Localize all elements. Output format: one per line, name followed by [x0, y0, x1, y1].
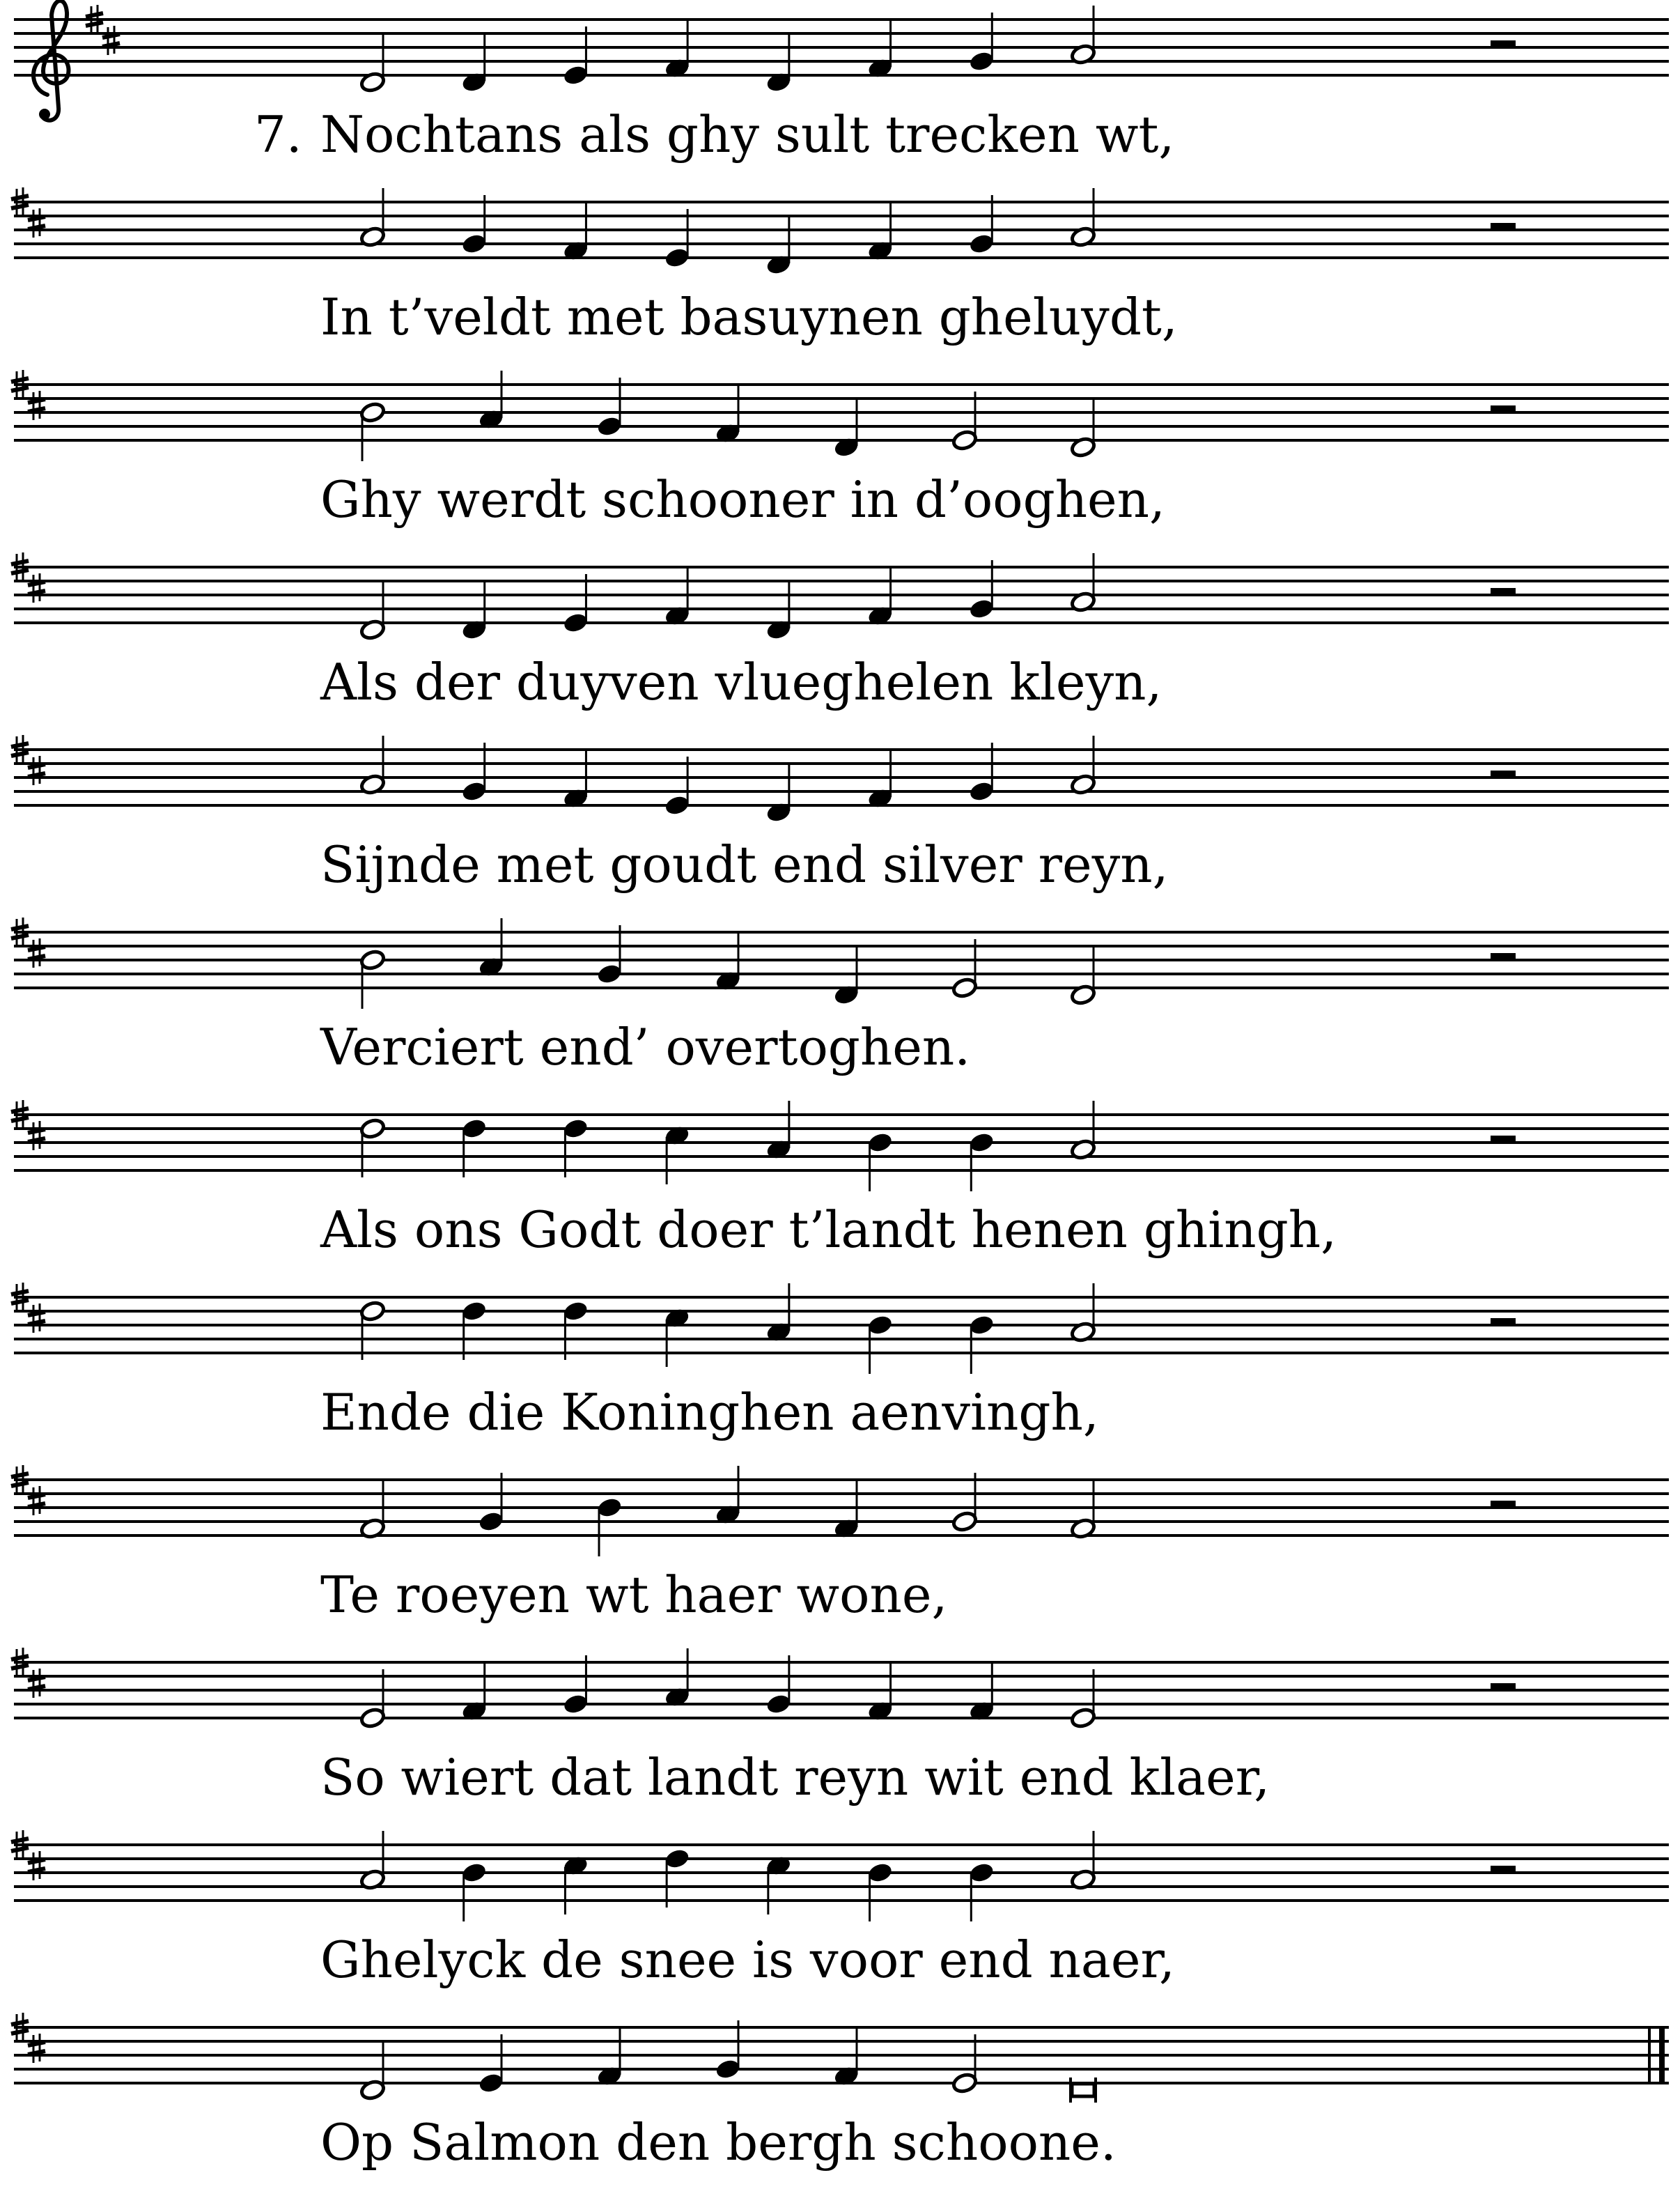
quarter-note	[461, 581, 488, 641]
quarter-note	[765, 581, 792, 641]
quarter-note	[461, 1300, 488, 1360]
lyric-line: Ghy werdt schooner in d’ooghen,	[320, 470, 1165, 529]
quarter-note	[867, 1662, 894, 1722]
quarter-note	[596, 925, 623, 985]
half-note	[1070, 1283, 1096, 1343]
quarter-note	[461, 195, 488, 255]
quarter-note	[461, 1662, 488, 1722]
lyric-line: Op Salmon den bergh schoone.	[320, 2113, 1117, 2172]
half-note	[359, 1117, 386, 1177]
staff-system	[11, 1283, 1669, 1441]
half-rest	[1491, 588, 1516, 595]
quarter-note	[833, 946, 860, 1006]
quarter-note	[968, 1131, 995, 1191]
quarter-note	[563, 1117, 589, 1177]
quarter-note	[867, 1314, 894, 1374]
quarter-note	[478, 371, 504, 431]
half-note	[359, 1831, 386, 1891]
quarter-note	[563, 26, 589, 86]
quarter-note	[664, 1648, 690, 1708]
half-note	[1070, 188, 1096, 248]
half-note	[359, 949, 386, 1009]
half-rest	[1491, 1136, 1516, 1143]
quarter-note	[563, 750, 589, 810]
quarter-note	[563, 1300, 589, 1360]
quarter-note	[664, 20, 690, 79]
half-rest	[1491, 771, 1516, 777]
quarter-note	[596, 378, 623, 438]
staff-system	[11, 370, 1669, 529]
quarter-note	[867, 1862, 894, 1921]
staff-system	[11, 1648, 1669, 1806]
quarter-note	[968, 743, 995, 803]
half-note	[951, 392, 978, 451]
quarter-note	[461, 33, 488, 93]
half-note	[951, 1473, 978, 1533]
half-note	[359, 1300, 386, 1360]
quarter-note	[478, 1473, 504, 1533]
quarter-note	[596, 1496, 623, 1556]
lyric-line: Als ons Godt doer t’landt henen ghingh,	[320, 1200, 1337, 1259]
staff-system	[11, 1465, 1669, 1624]
lyric-line: Nochtans als ghy sult trecken wt,	[320, 105, 1175, 164]
half-note	[1070, 1480, 1096, 1540]
staff-system	[11, 735, 1669, 894]
quarter-note	[596, 2027, 623, 2087]
quarter-note	[833, 1480, 860, 1540]
staff-system	[11, 1830, 1669, 1989]
quarter-note	[664, 1848, 690, 1908]
lyric-line: Ende die Koninghen aenvingh,	[320, 1383, 1099, 1441]
half-note	[951, 2034, 978, 2094]
half-note	[951, 939, 978, 999]
quarter-note	[664, 209, 690, 269]
quarter-note	[968, 1314, 995, 1374]
quarter-note	[563, 202, 589, 262]
quarter-note	[563, 1855, 589, 1914]
quarter-note	[478, 918, 504, 978]
quarter-note	[715, 932, 741, 992]
half-rest	[1491, 953, 1516, 960]
half-rest	[1491, 1501, 1516, 1508]
lyric-line: Als der duyven vlueghelen kleyn,	[320, 653, 1162, 711]
quarter-note	[968, 1862, 995, 1921]
half-note	[1070, 553, 1096, 613]
quarter-note	[664, 1124, 690, 1184]
lyric-line: So wiert dat landt reyn wit end klaer,	[320, 1748, 1270, 1806]
half-rest	[1491, 405, 1516, 412]
lyric-line: Sijnde met goudt end silver reyn,	[320, 835, 1169, 894]
quarter-note	[968, 560, 995, 620]
quarter-note	[765, 764, 792, 823]
quarter-note	[563, 1655, 589, 1715]
quarter-note	[461, 1862, 488, 1921]
quarter-note	[765, 1655, 792, 1715]
quarter-note	[461, 1117, 488, 1177]
quarter-note	[867, 202, 894, 262]
quarter-note	[833, 399, 860, 458]
half-note	[359, 1669, 386, 1729]
half-note	[359, 401, 386, 461]
half-note	[359, 188, 386, 248]
staff-system	[11, 2013, 1669, 2172]
half-rest	[1491, 1866, 1516, 1873]
half-note	[1070, 6, 1096, 65]
quarter-note	[715, 2020, 741, 2080]
half-rest	[1491, 40, 1516, 47]
half-note	[1070, 946, 1096, 1006]
half-note	[1070, 1831, 1096, 1891]
quarter-note	[867, 20, 894, 79]
lyric-line: In t’veldt met basuynen gheluydt,	[320, 288, 1178, 346]
staff-system	[11, 552, 1669, 711]
half-note	[359, 1480, 386, 1540]
verse-number: 7.	[254, 105, 302, 164]
quarter-note	[664, 567, 690, 627]
half-note	[1070, 1669, 1096, 1729]
quarter-note	[867, 567, 894, 627]
half-rest	[1491, 223, 1516, 230]
half-note	[359, 2041, 386, 2101]
half-rest	[1491, 1318, 1516, 1325]
staff-system	[11, 187, 1669, 346]
half-note	[1070, 736, 1096, 796]
half-note	[1070, 1101, 1096, 1161]
quarter-note	[765, 1855, 792, 1914]
staff-system	[14, 1, 1669, 164]
quarter-note	[461, 743, 488, 803]
quarter-note	[968, 1662, 995, 1722]
lyric-line: Verciert end’ overtoghen.	[320, 1018, 971, 1076]
quarter-note	[833, 2027, 860, 2087]
breve-note	[1071, 2078, 1096, 2103]
half-rest	[1491, 1683, 1516, 1690]
half-note	[359, 736, 386, 796]
quarter-note	[664, 757, 690, 817]
half-note	[1070, 399, 1096, 458]
staff-system	[11, 918, 1669, 1076]
quarter-note	[765, 1283, 792, 1343]
staff-systems	[11, 1, 1669, 2172]
staff-system	[11, 1100, 1669, 1259]
quarter-note	[867, 750, 894, 810]
quarter-note	[715, 385, 741, 444]
quarter-note	[715, 1466, 741, 1526]
lyric-line: Ghelyck de snee is voor end naer,	[320, 1931, 1175, 1989]
quarter-note	[765, 33, 792, 93]
quarter-note	[478, 2034, 504, 2094]
quarter-note	[968, 13, 995, 72]
quarter-note	[664, 1307, 690, 1367]
quarter-note	[968, 195, 995, 255]
lyric-line: Te roeyen wt haer wone,	[320, 1565, 948, 1624]
half-note	[359, 33, 386, 93]
quarter-note	[867, 1131, 894, 1191]
quarter-note	[765, 1101, 792, 1161]
quarter-note	[563, 574, 589, 634]
half-note	[359, 581, 386, 641]
quarter-note	[765, 216, 792, 276]
